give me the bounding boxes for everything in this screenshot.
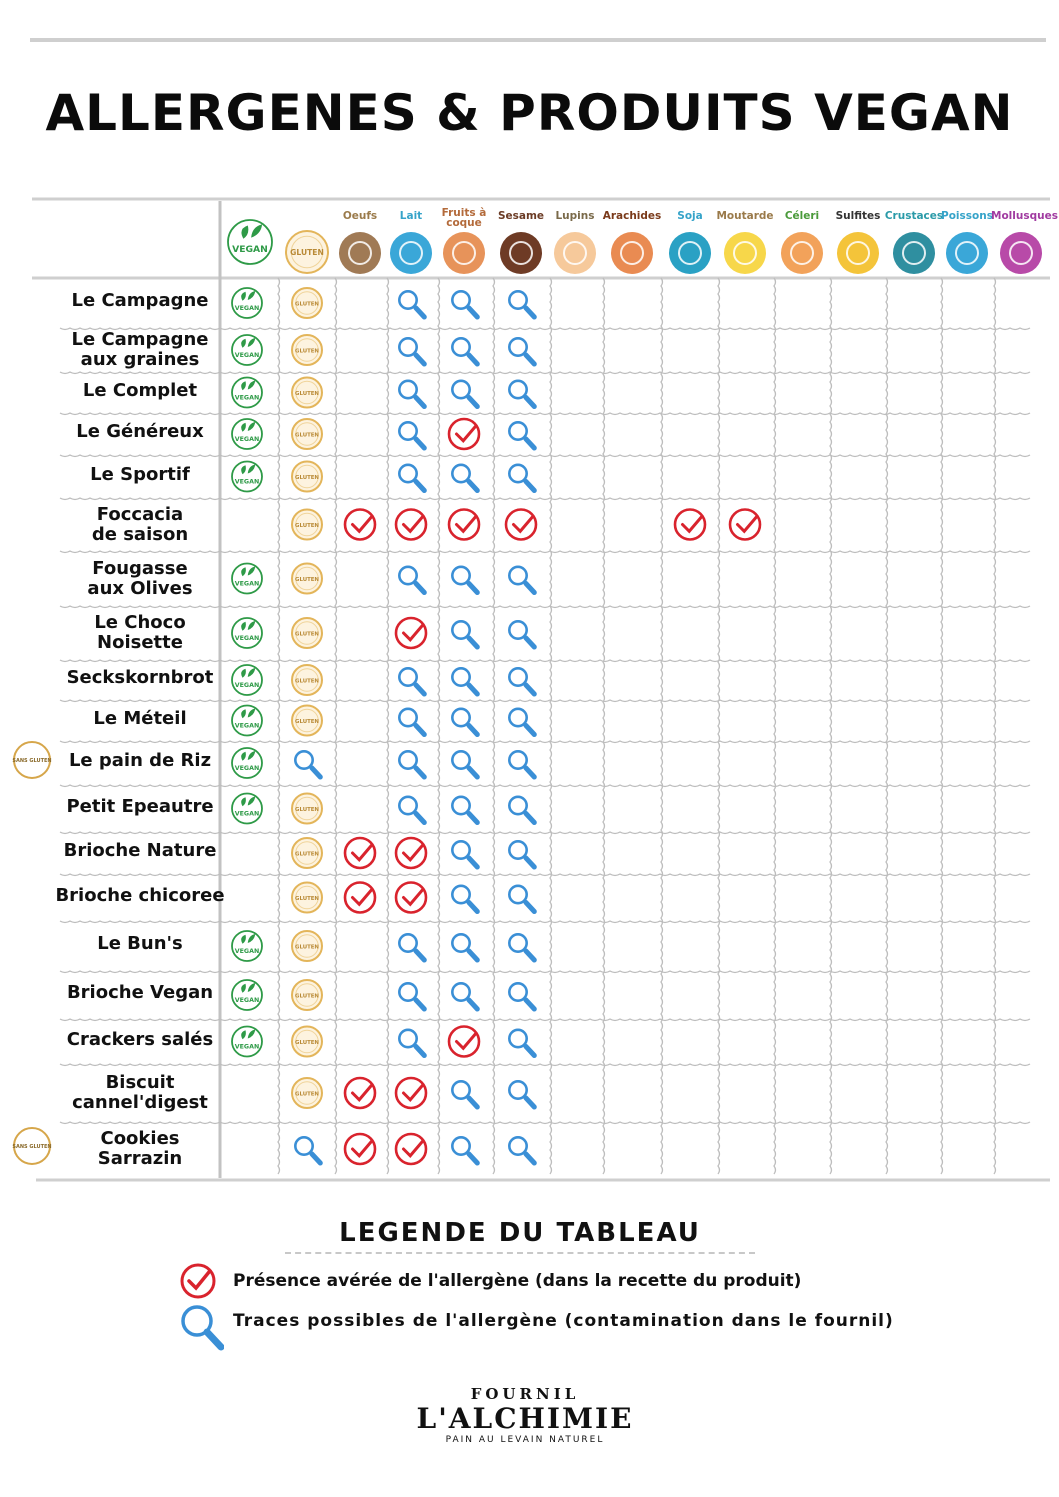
traces-magnifier-icon [509, 841, 534, 867]
svg-text:VEGAN: VEGAN [234, 947, 260, 955]
svg-text:GLUTEN: GLUTEN [295, 576, 319, 583]
traces-magnifier-icon [452, 465, 477, 491]
traces-magnifier-icon [399, 668, 424, 694]
gluten-icon [292, 335, 322, 365]
row-divider [60, 372, 1030, 374]
product-name: Biscuit cannel'digest [72, 1072, 208, 1113]
legend-traces-text: Traces possibles de l'allergène (contamination dans le fournil) [233, 1311, 894, 1331]
traces-magnifier-icon [399, 934, 424, 960]
column-divider [387, 278, 389, 1174]
brand-logo [390, 1385, 660, 1465]
traces-magnifier-icon [452, 886, 477, 912]
product-name: Le Généreux [76, 421, 204, 442]
gluten-icon [292, 618, 322, 648]
column-divider [994, 278, 996, 1174]
sesame-icon [500, 232, 542, 274]
present-check-icon [730, 510, 760, 540]
present-check-icon [345, 883, 375, 913]
allergen-header-4: Lupins [555, 210, 595, 222]
product-name: Brioche Vegan [66, 982, 214, 1003]
present-check-icon [396, 618, 426, 648]
present-check-icon [675, 510, 705, 540]
row-divider [60, 660, 1030, 662]
gluten-icon [292, 564, 322, 594]
traces-magnifier-icon [509, 751, 534, 777]
traces-magnifier-icon [509, 1030, 534, 1056]
traces-magnifier-icon [295, 751, 320, 777]
column-divider [774, 278, 776, 1174]
svg-text:VEGAN: VEGAN [234, 634, 260, 642]
egg-icon [339, 232, 381, 274]
svg-text:GLUTEN: GLUTEN [295, 522, 319, 529]
svg-text:VEGAN: VEGAN [234, 304, 260, 312]
product-name: Le Campagne [71, 290, 209, 311]
column-divider [718, 278, 720, 1174]
row-divider [60, 606, 1030, 608]
vegan-icon [228, 220, 272, 264]
gluten-icon [292, 288, 322, 318]
traces-magnifier-icon [509, 797, 534, 823]
traces-magnifier-icon [509, 621, 534, 647]
legend-present-text: Présence avérée de l'allergène (dans la recette du produit) [233, 1271, 802, 1291]
product-name: Cookies Sarrazin [97, 1128, 183, 1169]
present-check-icon [449, 419, 479, 449]
traces-magnifier-icon [509, 934, 534, 960]
traces-magnifier-icon [452, 291, 477, 317]
svg-text:GLUTEN: GLUTEN [295, 678, 319, 685]
svg-text:VEGAN: VEGAN [234, 580, 260, 588]
traces-magnifier-icon [399, 465, 424, 491]
traces-magnifier-icon [452, 934, 477, 960]
product-name: Le Complet [82, 379, 198, 401]
row-divider [60, 785, 1030, 787]
svg-text:VEGAN: VEGAN [232, 243, 268, 255]
traces-magnifier-icon [452, 983, 477, 1009]
gluten-icon [292, 378, 322, 408]
milk-icon [390, 232, 432, 274]
traces-magnifier-icon [509, 465, 534, 491]
traces-magnifier-icon [399, 1030, 424, 1056]
traces-magnifier-icon [509, 983, 534, 1009]
gluten-icon [292, 419, 322, 449]
svg-text:GLUTEN: GLUTEN [295, 301, 319, 308]
allergen-header-1: Lait [399, 210, 423, 222]
traces-magnifier-icon [509, 1081, 534, 1107]
traces-magnifier-icon [509, 1137, 534, 1163]
svg-text:VEGAN: VEGAN [234, 435, 260, 443]
svg-text:VEGAN: VEGAN [234, 681, 260, 689]
column-divider [493, 278, 495, 1174]
traces-magnifier-icon [509, 567, 534, 593]
traces-magnifier-icon [295, 1137, 320, 1163]
traces-magnifier-icon [452, 621, 477, 647]
traces-magnifier-icon [452, 668, 477, 694]
traces-magnifier-icon [452, 338, 477, 364]
column-divider [335, 278, 337, 1174]
present-check-icon [506, 510, 536, 540]
traces-magnifier-icon [452, 567, 477, 593]
allergen-header-7: Moutarde [716, 210, 774, 222]
column-divider [603, 278, 605, 1174]
present-check-icon [345, 1078, 375, 1108]
check-circle-icon [178, 1263, 218, 1303]
traces-magnifier-icon [452, 1137, 477, 1163]
gluten-icon [292, 980, 322, 1010]
gluten-icon [292, 794, 322, 824]
traces-magnifier-icon [509, 338, 534, 364]
svg-text:GLUTEN: GLUTEN [295, 895, 319, 902]
present-check-icon [396, 883, 426, 913]
allergen-header-3: Sesame [497, 210, 545, 222]
svg-text:GLUTEN: GLUTEN [295, 390, 319, 397]
svg-text:VEGAN: VEGAN [234, 810, 260, 818]
fish-icon [946, 232, 988, 274]
traces-magnifier-icon [509, 709, 534, 735]
sulfites-icon [837, 232, 879, 274]
product-name: Le Méteil [93, 707, 187, 729]
present-check-icon [449, 1027, 479, 1057]
legend-present [178, 1263, 878, 1303]
row-divider [60, 1064, 1030, 1066]
row-divider [60, 498, 1030, 500]
traces-magnifier-icon [509, 668, 534, 694]
product-name: Petit Epeautre [66, 795, 214, 817]
svg-text:GLUTEN: GLUTEN [295, 718, 319, 725]
product-name: Foccacia de saison [91, 503, 189, 545]
allergen-header-9: Sulfites [835, 210, 881, 222]
column-divider [941, 278, 943, 1174]
svg-text:VEGAN: VEGAN [234, 351, 260, 359]
top-rule [30, 38, 1046, 42]
allergen-header-12: Mollusques [991, 210, 1058, 222]
present-check-icon [396, 510, 426, 540]
peanut-icon [611, 232, 653, 274]
present-check-icon [345, 1134, 375, 1164]
traces-magnifier-icon [452, 1081, 477, 1107]
traces-magnifier-icon [399, 797, 424, 823]
celery-icon [781, 232, 823, 274]
traces-magnifier-icon [399, 709, 424, 735]
legend-traces [178, 1303, 938, 1343]
traces-magnifier-icon [509, 886, 534, 912]
product-name: Fougasse aux Olives [87, 557, 193, 599]
gluten-icon [292, 510, 322, 540]
traces-magnifier-icon [452, 381, 477, 407]
gluten-icon [292, 1078, 322, 1108]
gluten-icon [292, 706, 322, 736]
product-name: Crackers salés [66, 1028, 214, 1050]
allergen-header-0: Oeufs [342, 210, 378, 222]
traces-magnifier-icon [399, 422, 424, 448]
mustard-icon [724, 232, 766, 274]
logo-top-text: FOURNIL [470, 1385, 580, 1403]
svg-text:VEGAN: VEGAN [234, 764, 260, 772]
shell-icon [1000, 232, 1042, 274]
gluten-icon [286, 231, 328, 273]
legend-divider [285, 1252, 755, 1254]
row-divider [60, 921, 1030, 923]
svg-text:VEGAN: VEGAN [234, 722, 260, 730]
traces-magnifier-icon [452, 841, 477, 867]
svg-text:GLUTEN: GLUTEN [290, 248, 324, 258]
lupin-icon [554, 232, 596, 274]
row-divider [60, 874, 1030, 876]
present-check-icon [396, 838, 426, 868]
svg-text:GLUTEN: GLUTEN [295, 993, 319, 1000]
nuts-icon [443, 232, 485, 274]
row-divider [60, 741, 1030, 743]
gluten-icon [292, 931, 322, 961]
product-name: Le Bun's [97, 933, 183, 954]
svg-text:GLUTEN: GLUTEN [295, 851, 319, 858]
allergen-header-10: Crustaces [884, 210, 944, 222]
row-divider [60, 700, 1030, 702]
traces-magnifier-icon [452, 709, 477, 735]
svg-text:GLUTEN: GLUTEN [295, 432, 319, 439]
magnifier-icon [178, 1303, 224, 1351]
present-check-icon [449, 510, 479, 540]
svg-text:VEGAN: VEGAN [234, 1043, 260, 1051]
logo-main-text: L'ALCHIMIE [416, 1402, 634, 1435]
svg-text:VEGAN: VEGAN [234, 478, 260, 486]
column-divider [438, 278, 440, 1174]
svg-text:VEGAN: VEGAN [234, 996, 260, 1004]
allergen-header-5: Arachides [602, 210, 662, 222]
crab-icon [893, 232, 935, 274]
svg-text:GLUTEN: GLUTEN [295, 944, 319, 951]
row-divider [60, 551, 1030, 553]
present-check-icon [345, 510, 375, 540]
gluten-icon [292, 665, 322, 695]
row-divider [60, 1122, 1030, 1124]
column-divider [661, 278, 663, 1174]
svg-text:VEGAN: VEGAN [234, 394, 260, 402]
traces-magnifier-icon [399, 567, 424, 593]
gluten-icon [292, 462, 322, 492]
svg-text:SANS GLUTEN: SANS GLUTEN [12, 758, 52, 764]
present-check-icon [345, 838, 375, 868]
product-name: Seckskornbrot [66, 667, 214, 688]
row-divider [60, 455, 1030, 457]
gluten-icon [292, 883, 322, 913]
allergen-header-11: Poissons [941, 210, 993, 222]
svg-text:GLUTEN: GLUTEN [295, 474, 319, 481]
traces-magnifier-icon [399, 751, 424, 777]
soy-icon [669, 232, 711, 274]
legend-title: LEGENDE DU TABLEAU [339, 1218, 701, 1248]
svg-text:GLUTEN: GLUTEN [295, 1039, 319, 1046]
row-divider [60, 413, 1030, 415]
traces-magnifier-icon [399, 338, 424, 364]
column-divider [278, 278, 280, 1174]
present-check-icon [396, 1134, 426, 1164]
svg-text:GLUTEN: GLUTEN [295, 806, 319, 813]
svg-text:GLUTEN: GLUTEN [295, 1091, 319, 1098]
product-name: Le Choco Noisette [94, 612, 186, 653]
product-name: Le pain de Riz [68, 750, 212, 771]
traces-magnifier-icon [399, 381, 424, 407]
traces-magnifier-icon [399, 983, 424, 1009]
gluten-icon [292, 838, 322, 868]
svg-text:GLUTEN: GLUTEN [295, 348, 319, 355]
product-name: Le Campagne aux graines [71, 329, 209, 370]
column-divider [886, 278, 888, 1174]
traces-magnifier-icon [509, 381, 534, 407]
allergen-header-6: Soja [677, 210, 703, 222]
logo-sub-text: PAIN AU LEVAIN NATUREL [445, 1435, 605, 1445]
svg-text:SANS GLUTEN: SANS GLUTEN [12, 1144, 52, 1150]
present-check-icon [396, 1078, 426, 1108]
traces-magnifier-icon [399, 291, 424, 317]
gluten-icon [292, 1027, 322, 1057]
allergen-table [0, 196, 1059, 1186]
product-name: Le Sportif [90, 463, 190, 485]
product-name: Brioche chicoree [55, 884, 225, 906]
traces-magnifier-icon [452, 751, 477, 777]
traces-magnifier-icon [452, 797, 477, 823]
page-title: ALLERGENES & PRODUITS VEGAN [45, 84, 1014, 142]
row-divider [60, 1019, 1030, 1021]
product-name: Brioche Nature [63, 840, 217, 861]
traces-magnifier-icon [509, 422, 534, 448]
row-divider [60, 971, 1030, 973]
row-divider [60, 832, 1030, 834]
allergen-header-8: Céleri [784, 210, 820, 222]
svg-text:GLUTEN: GLUTEN [295, 631, 319, 638]
traces-magnifier-icon [509, 291, 534, 317]
allergen-header-2: Fruits à coque [441, 207, 487, 229]
